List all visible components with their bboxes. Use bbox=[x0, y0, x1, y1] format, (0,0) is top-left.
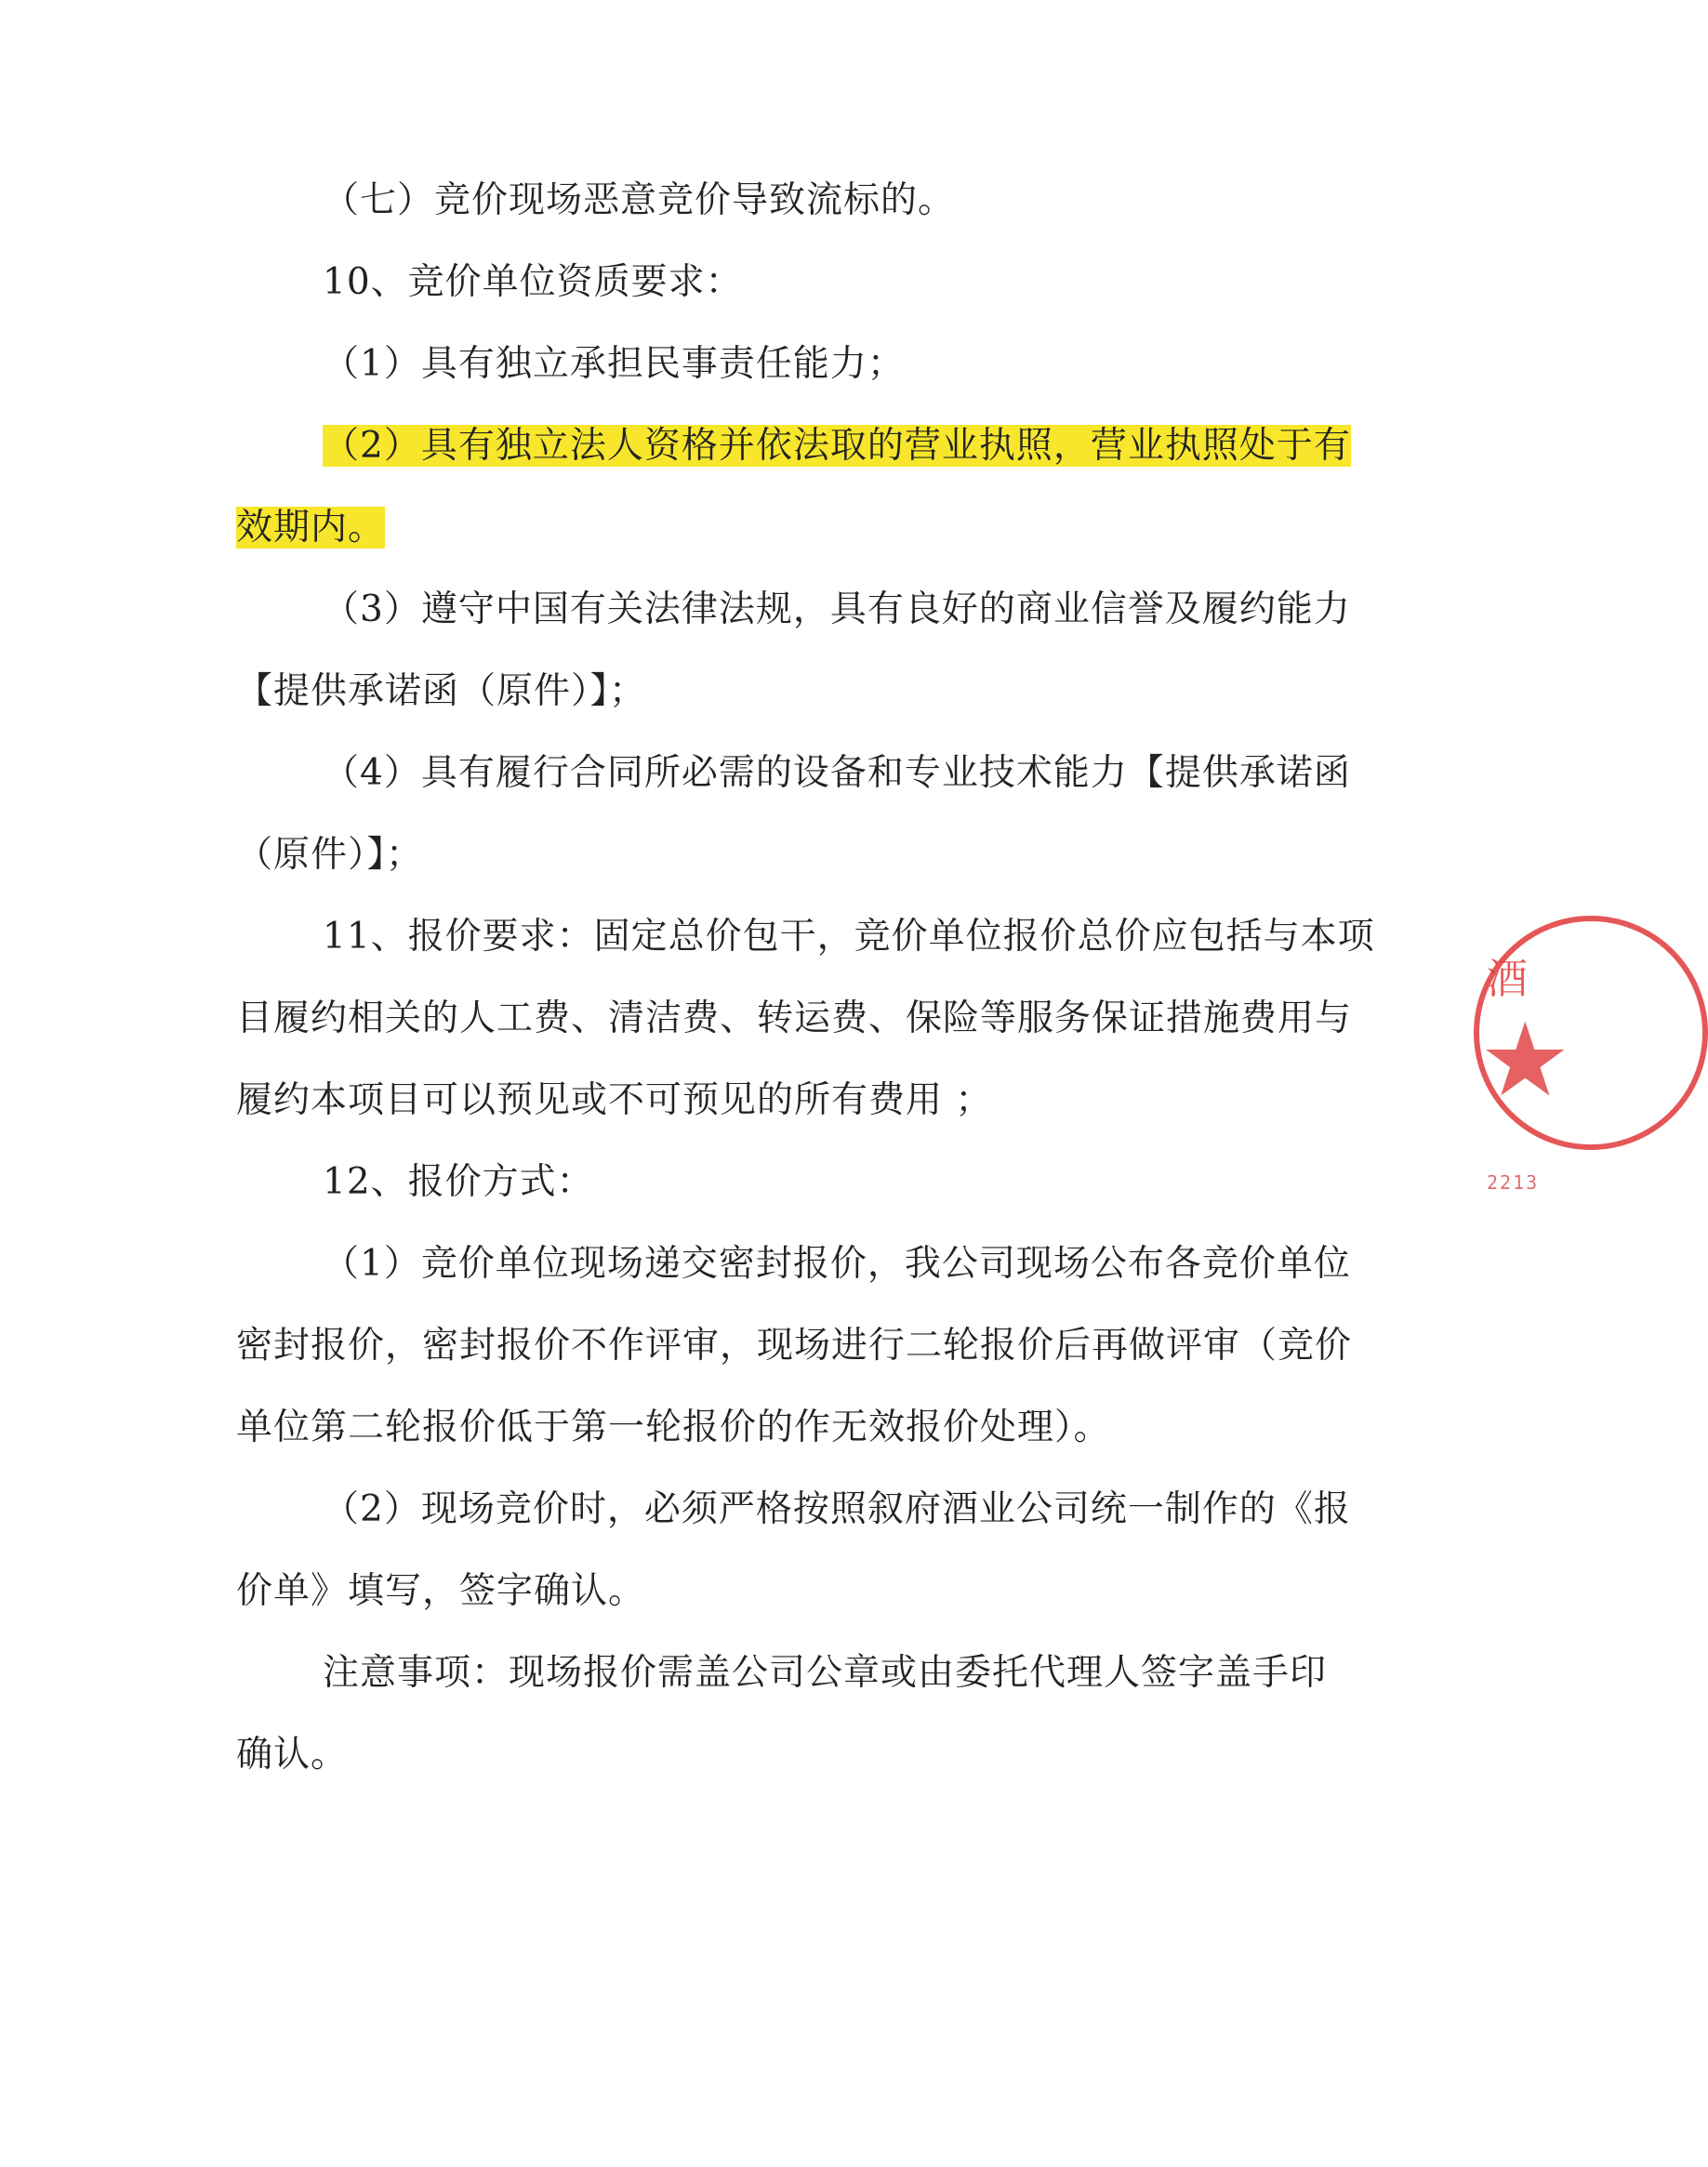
paragraph-p10 bbox=[236, 1469, 1351, 1632]
paragraph-p7 bbox=[236, 896, 1375, 1142]
line-text: （4）具有履行合同所必需的设备和专业技术能力【提供承诺函 bbox=[323, 752, 1351, 794]
paragraph-p4 bbox=[236, 405, 1351, 569]
text-line bbox=[236, 1305, 1353, 1387]
paragraph-p6 bbox=[236, 733, 1351, 896]
line-text: 价单》填写，签字确认。 bbox=[236, 1570, 646, 1612]
line-text: （原件）】； bbox=[236, 834, 424, 876]
text-line bbox=[236, 1714, 1296, 1796]
line-text: 12、报价方式： bbox=[323, 1161, 594, 1203]
seal-star-icon: ★ bbox=[1479, 1000, 1571, 1119]
text-line bbox=[236, 242, 1296, 324]
line-text: 11、报价要求：固定总价包干，竞价单位报价总价应包括与本项 bbox=[323, 916, 1375, 958]
line-text: （七）竞价现场恶意竞价导致流标的。 bbox=[323, 179, 956, 221]
company-seal-partial bbox=[1474, 916, 1571, 1213]
highlighted-text: （2）具有独立法人资格并依法取的营业执照，营业执照处于有 bbox=[323, 425, 1351, 467]
line-text: 确认。 bbox=[236, 1734, 349, 1776]
document-body bbox=[236, 160, 1375, 1796]
text-line bbox=[236, 1060, 1296, 1142]
text-line bbox=[236, 978, 1353, 1060]
line-text: 履约本项目可以预见或不可预见的所有费用 ； bbox=[236, 1079, 993, 1121]
paragraph-p5 bbox=[236, 569, 1351, 733]
text-line bbox=[236, 1469, 1351, 1551]
line-text: （1）具有独立承担民事责任能力； bbox=[323, 343, 905, 385]
text-line bbox=[236, 324, 1296, 405]
paragraph-p8 bbox=[236, 1142, 1296, 1223]
text-line bbox=[236, 1142, 1296, 1223]
line-text: （1）竞价单位现场递交密封报价，我公司现场公布各竞价单位 bbox=[323, 1243, 1351, 1285]
paragraph-p1 bbox=[236, 160, 1296, 242]
text-line bbox=[236, 1387, 1296, 1469]
text-line bbox=[236, 160, 1296, 242]
text-line bbox=[236, 1551, 1296, 1632]
paragraph-p2 bbox=[236, 242, 1296, 324]
line-text: （3）遵守中国有关法律法规，具有良好的商业信誉及履约能力 bbox=[323, 588, 1351, 630]
text-line bbox=[236, 569, 1351, 651]
text-line bbox=[236, 733, 1351, 814]
text-line bbox=[236, 1632, 1328, 1714]
paragraph-p9 bbox=[236, 1223, 1353, 1469]
line-text: 密封报价，密封报价不作评审，现场进行二轮报价后再做评审（竞价 bbox=[236, 1325, 1353, 1367]
line-text: 【提供承诺函（原件）】； bbox=[236, 670, 647, 712]
line-text: 注意事项：现场报价需盖公司公章或由委托代理人签字盖手印 bbox=[323, 1652, 1328, 1694]
text-line bbox=[236, 814, 1296, 896]
line-text: 目履约相关的人工费、清洁费、转运费、保险等服务保证措施费用与 bbox=[236, 998, 1353, 1039]
paragraph-p3 bbox=[236, 324, 1296, 405]
line-text: （2）现场竞价时，必须严格按照叙府酒业公司统一制作的《报 bbox=[323, 1488, 1351, 1530]
text-line bbox=[236, 405, 1351, 487]
text-line bbox=[236, 896, 1375, 978]
line-text: 单位第二轮报价低于第一轮报价的作无效报价处理）。 bbox=[236, 1407, 1111, 1448]
text-line bbox=[236, 487, 1296, 569]
line-text: 10、竞价单位资质要求： bbox=[323, 261, 743, 303]
highlighted-text: 效期内。 bbox=[236, 507, 386, 548]
paragraph-p11 bbox=[236, 1632, 1328, 1796]
text-line bbox=[236, 651, 1296, 733]
seal-code: 2213 bbox=[1487, 1171, 1540, 1194]
seal-text: 酒 bbox=[1487, 956, 1528, 1003]
text-line bbox=[236, 1223, 1351, 1305]
